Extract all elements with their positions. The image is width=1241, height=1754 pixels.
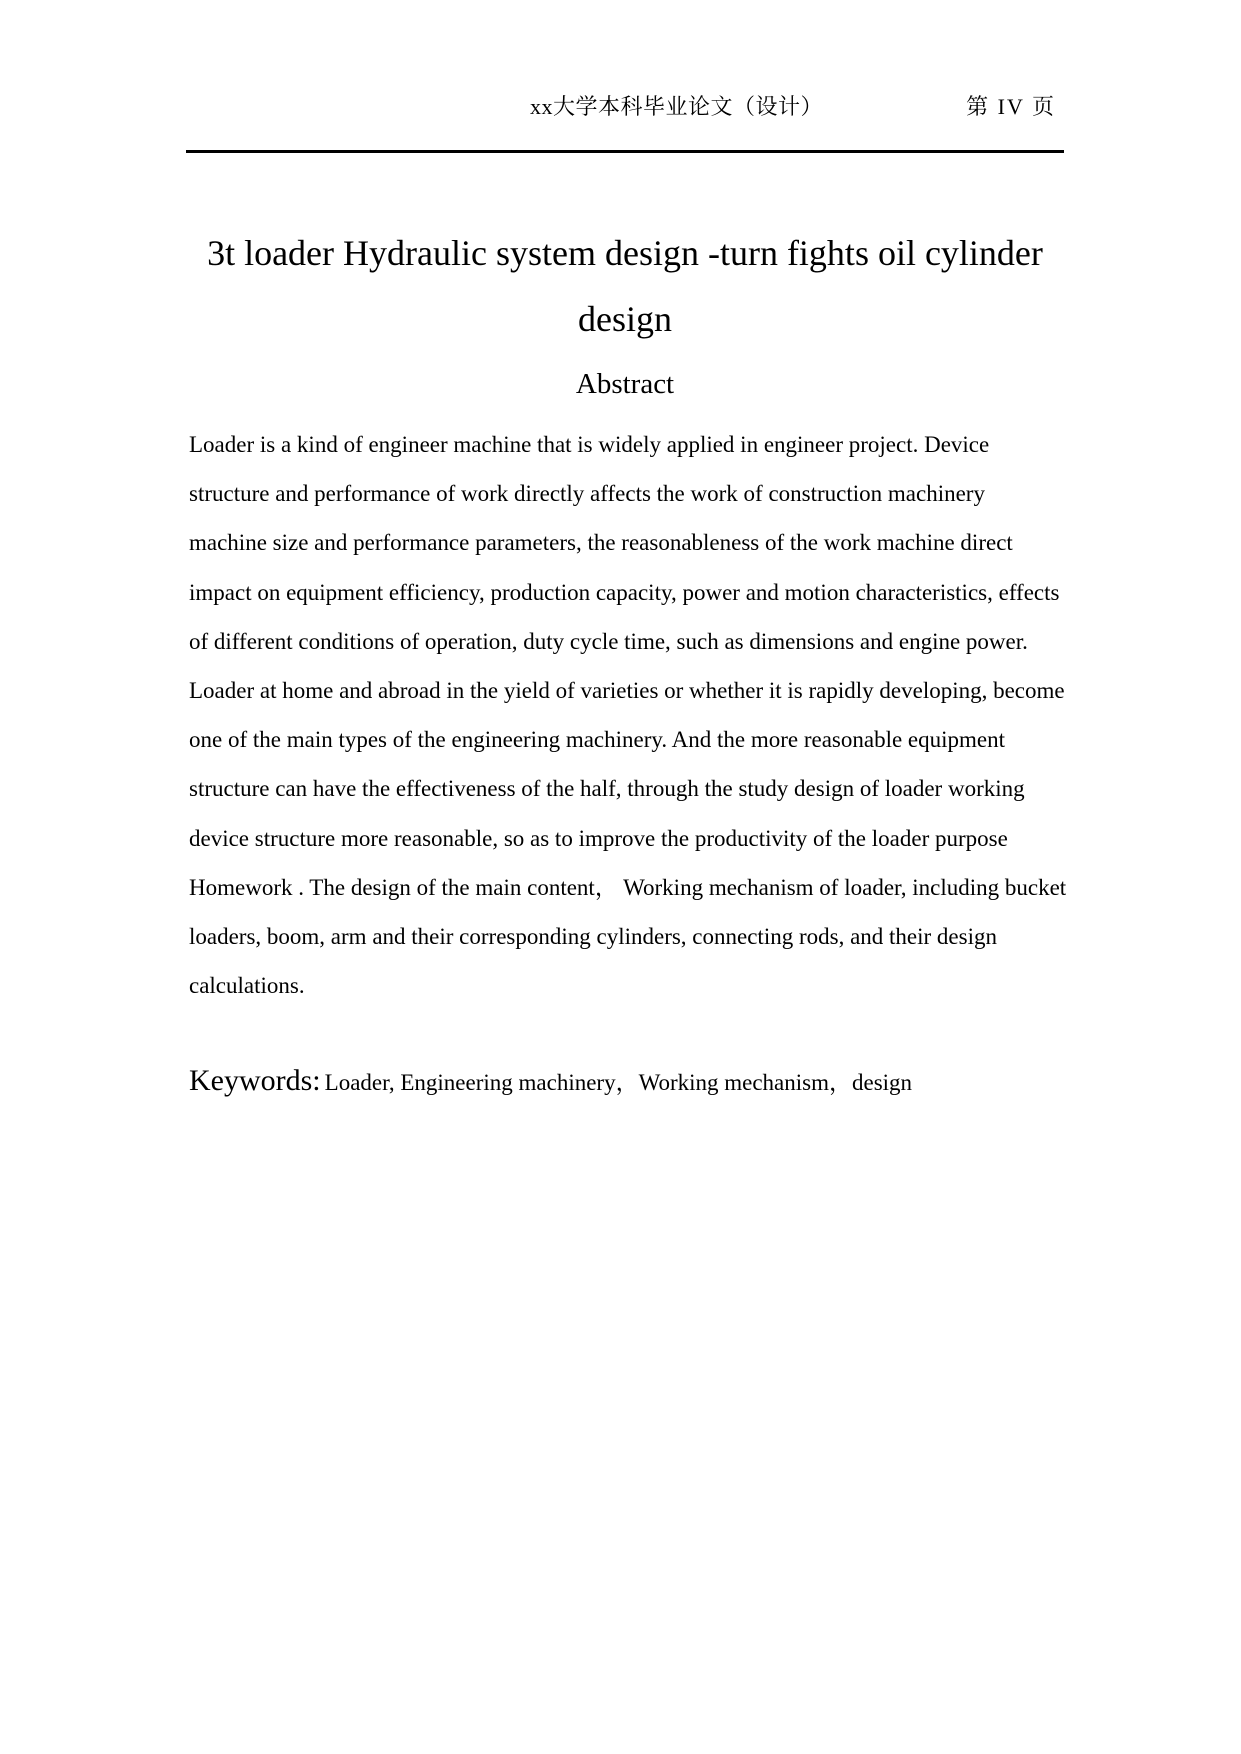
abstract-heading: Abstract — [575, 368, 675, 400]
paper-title: 3t loader Hydraulic system design -turn fights oil cylinder design — [207, 233, 1043, 339]
page-header — [186, 84, 1064, 124]
header-title: xx大学本科毕业论文（设计） — [530, 94, 824, 119]
keywords-values: Loader, Engineering machinery，Working mechanism，design — [324, 1070, 913, 1095]
header-divider — [186, 150, 1064, 153]
keywords-line — [189, 1064, 1067, 1098]
abstract-body: Loader is a kind of engineer machine that is widely applied in engineer project. Device structure and performance of work directly affects the work of construction machinery machine size and performance parameters, the reasonableness of the work machine direct impact on equipment efficiency, production capacity, power and motion characteristics, effects of different conditions of operation, duty cycle time, such as dimensions and engine power. Loader at home and abroad in the yield of varieties or whether it is rapidly developing, become one of the main types of the engineering machinery. And the more reasonable equipment structure can have the effectiveness of the half, through the study design of loader working device structure more reasonable, so as to improve the productivity of the loader purpose Homework . The design of the main content， Working mechanism of loader, including bucket loaders, boom, arm and their corresponding cylinders, connecting rods, and their design calculations. — [189, 432, 1067, 999]
keywords-label: Keywords: — [189, 1064, 321, 1097]
header-page-number: 第 IV 页 — [966, 94, 1056, 119]
